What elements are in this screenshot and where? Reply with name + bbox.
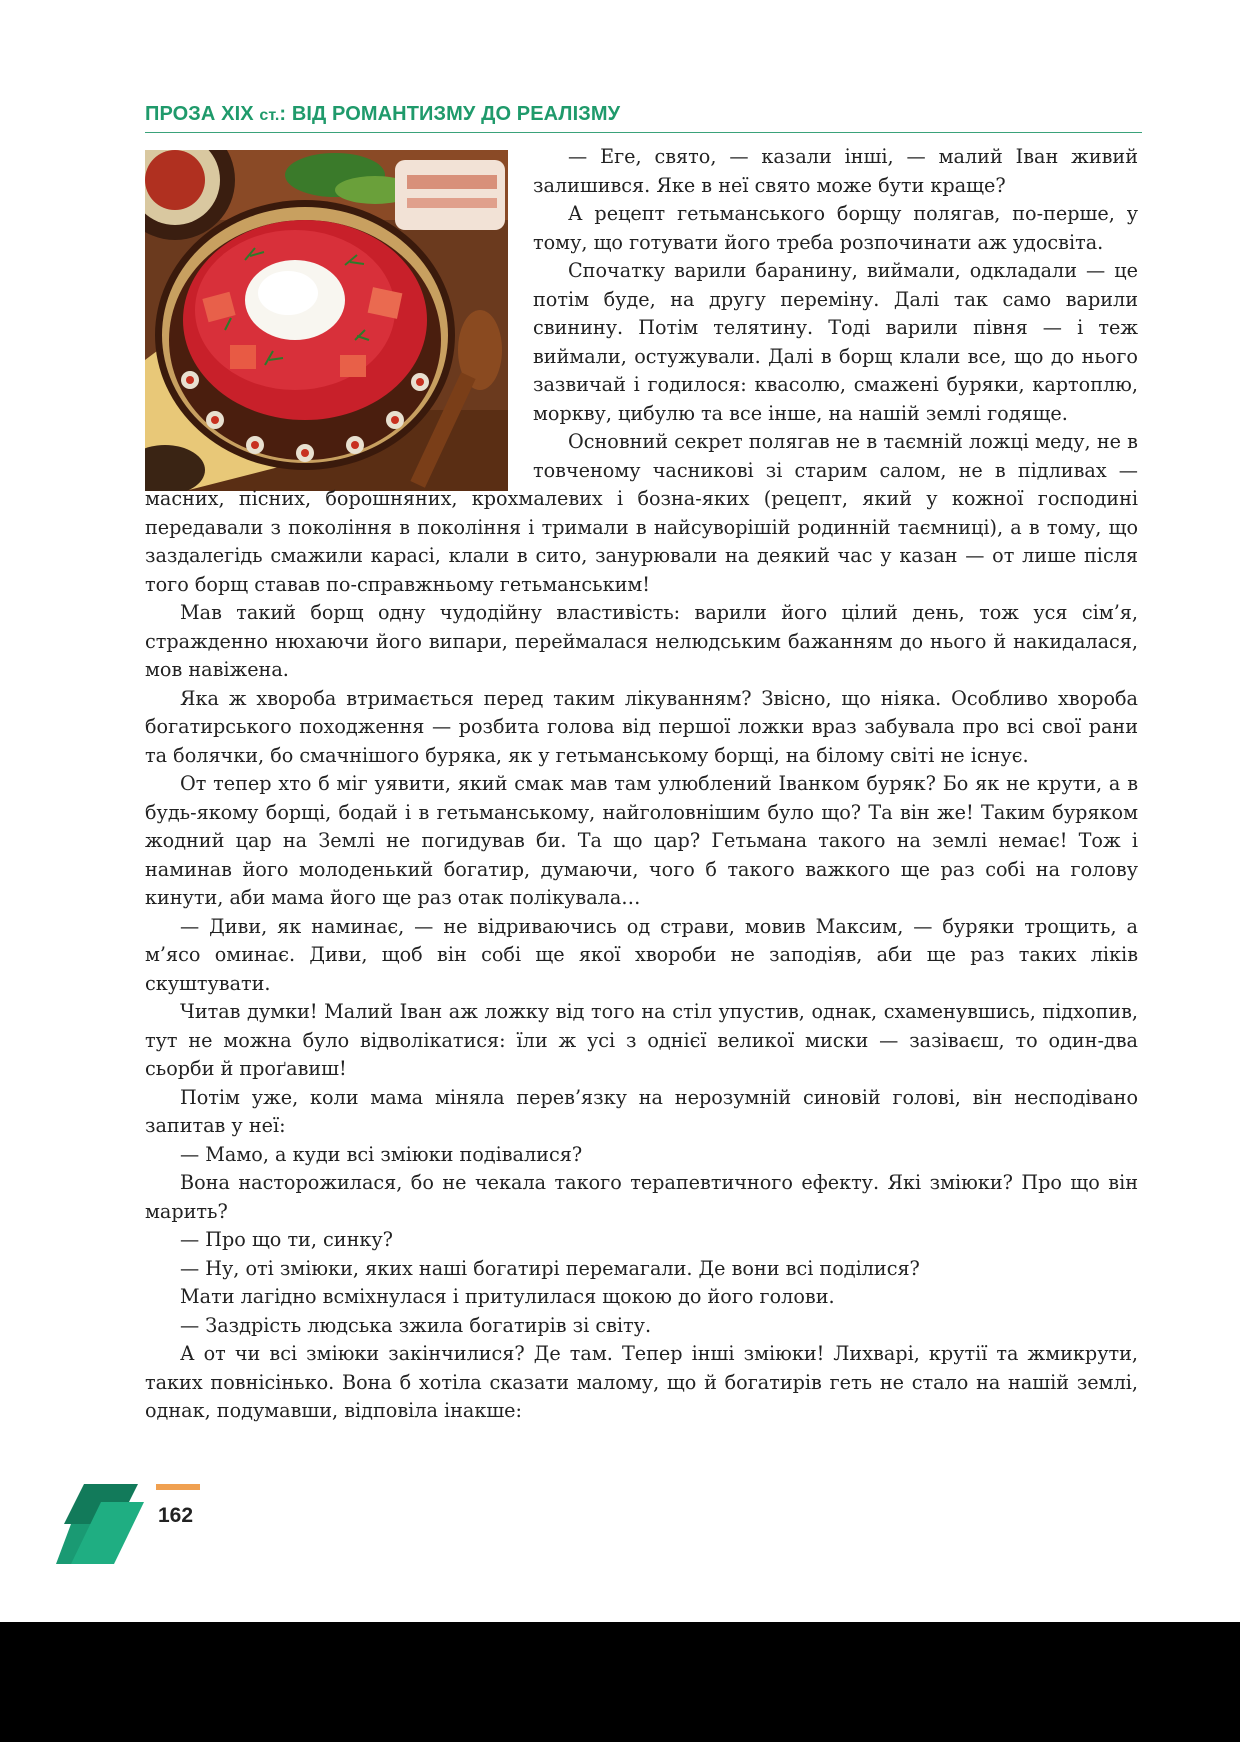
paragraph: Вона насторожилася, бо не чекала такого терапевтичного ефекту. Які зміюки? Про що він марить?: [145, 1171, 1138, 1223]
paragraph: Потім уже, коли мама міняла перев’язку на нерозумній синовій голові, він несподівано запитав у неї:: [145, 1085, 1138, 1137]
section-title-rest: : ВІД РОМАНТИЗМУ ДО РЕАЛІЗМУ: [279, 103, 621, 125]
paragraph: Мав такий борщ одну чудодійну властивість: варили його цілий день, тож уся сім’я, стражденно нюхаючи його випари, переймалася нелюдським бажанням до нього й накидалася, мов навіжена.: [145, 601, 1138, 681]
paragraph: — Про що ти, синку?: [180, 1228, 393, 1251]
paragraph: Мати лагідно всміхнулася і притулилася щокою до його голови.: [180, 1285, 835, 1308]
paragraph: — Заздрість людська зжила богатирів зі світу.: [180, 1313, 652, 1337]
paragraph: — Ну, оті зміюки, яких наші богатирі перемагали. Де вони всі поділися?: [180, 1256, 920, 1280]
section-title-abbr: ст.: [259, 107, 280, 124]
image-wrap-spacer: [145, 143, 533, 483]
paragraph: А рецепт гетьманського борщу полягав, по-перше, у тому, що готувати його треба розпочинати аж удосвіта.: [533, 202, 1138, 254]
paragraph: — Еге, свято, — казали інші, — малий Іван живий залишився. Яке в неї свято може бути краще?: [533, 145, 1138, 197]
paragraph: Спочатку варили баранину, виймали, одкладали — це потім буде, на другу переміну. Далі так само варили свинину. Потім телятину. Тоді варили півня — і теж виймали, остужували. Далі в борщ клали все, що до нього зазвичай і годилося: квасолю, смажені буряки, картоплю, моркву, цибулю та все інше, на нашій землі годяще.: [533, 259, 1138, 425]
section-title-main: ПРОЗА XIX: [145, 103, 260, 125]
paragraph: Основний секрет полягав не в таємній ложці меду, не в товченому часникові зі старим салом, не в підливах — масних, пісних, борошняних, крохмалевих і бозна-яких (рецепт, який у кожної господині передавали з покоління в покоління і тримали в найсуворішій родинній таємниці), а в тому, що заздалегідь смажили карасі, клали в сито, занурювали на деякий час у казан — от лише після того борщ ставав по-справжньому гетьманським!: [145, 430, 1138, 596]
page-number: 162: [158, 1504, 194, 1527]
paragraph: А от чи всі зміюки закінчилися? Де там. Тепер інші зміюки! Лихварі, крутії та жмикрути, таких повнісінько. Вона б хотіла сказати малому, що й богатирів геть не стало на нашій землі, однак, подумавши, відповіла інакше:: [145, 1342, 1138, 1422]
body-text: [145, 143, 1138, 1426]
section-title: [145, 103, 1142, 126]
paragraph: От тепер хто б міг уявити, який смак мав там улюблений Іванком буряк? Бо як не крути, а в будь-якому борщі, бодай і в гетьманському, найголовнішим було що? Та він же! Таким буряком жодний цар на Землі не погидував би. Та що цар? Гетьмана такого на землі немає! Тож і наминав його молоденький богатир, думаючи, чого б такого важкого ще раз собі на голову кинути, аби мама його ще раз отак полікувала…: [145, 772, 1138, 909]
paragraph: Читав думки! Малий Іван аж ложку від того на стіл упустив, однак, схаменувшись, підхопив, тут не можна було відволікатися: їли ж усі з однієї великої миски — зазіваєш, то один-два сьорби й проґавиш!: [145, 1000, 1138, 1080]
paragraph: — Мамо, а куди всі зміюки подівалися?: [180, 1142, 583, 1166]
paragraph: Яка ж хвороба втримається перед таким лікуванням? Звісно, що ніяка. Особливо хвороба богатирського походження — розбита голова від першої ложки враз забувала про всі свої рани та болячки, бо смачнішого буряка, як у гетьманському борщі, на білому світі не існує.: [145, 686, 1138, 767]
paragraph: — Диви, як наминає, — не відриваючись од страви, мовив Максим, — буряки трощить, а м’ясо оминає. Диви, щоб він собі ще якої хвороби не заподіяв, аби ще раз таких ліків скуштувати.: [145, 914, 1138, 995]
running-header: [145, 103, 1142, 133]
